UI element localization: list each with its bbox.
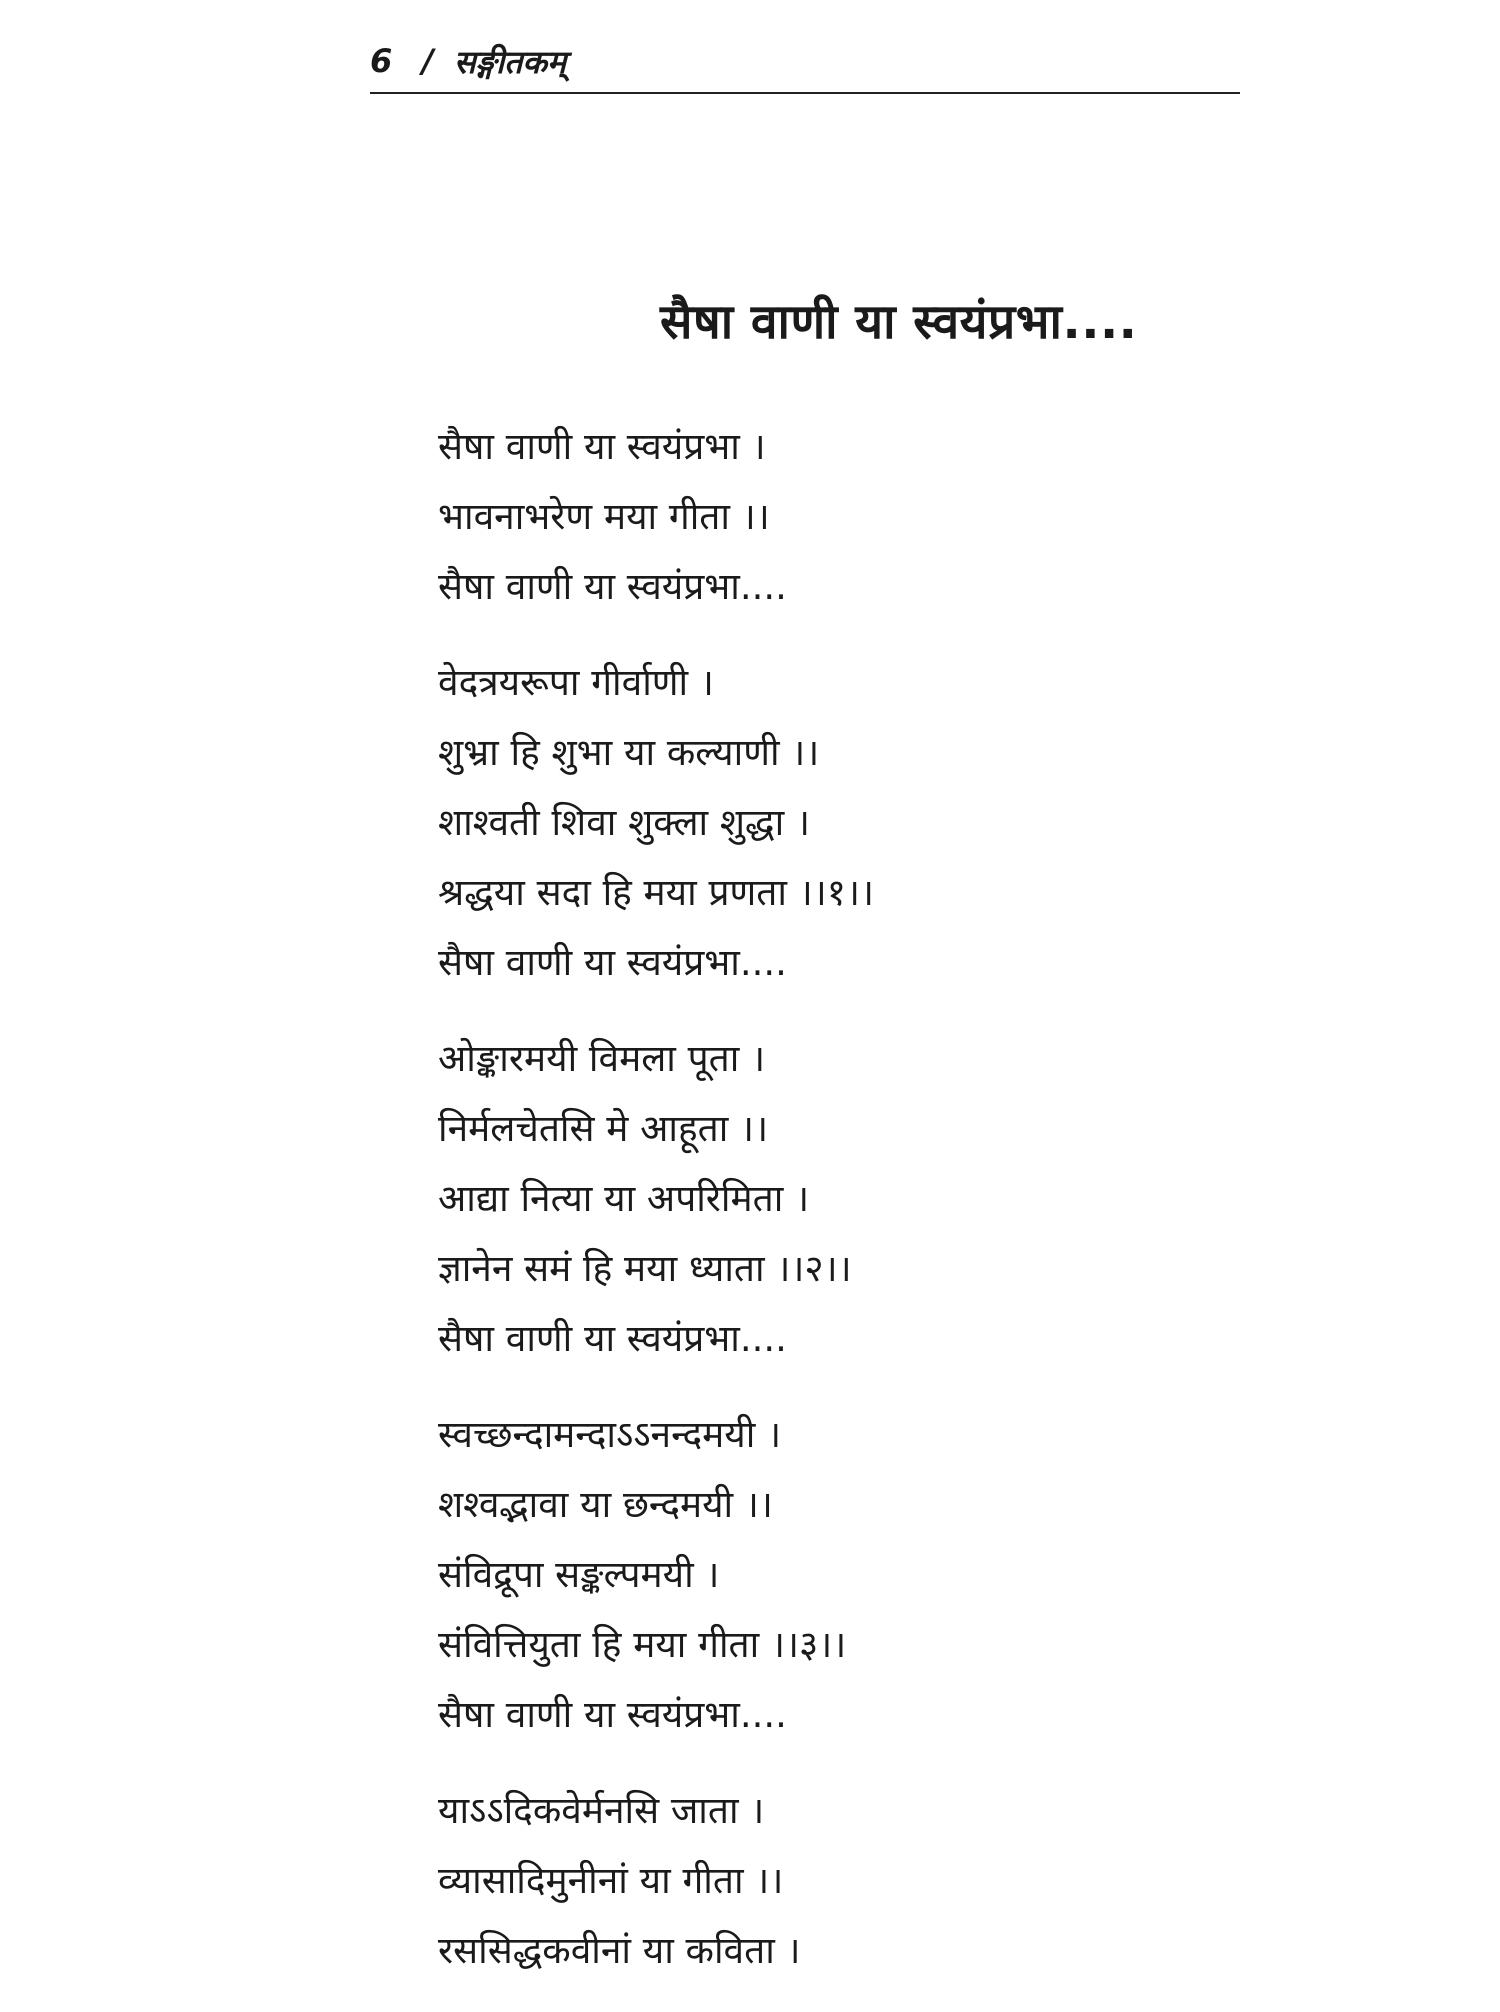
verse-line: सैषा वाणी या स्वयंप्रभा ।: [438, 425, 766, 468]
verse-line: श्रद्धया सदा हि मया प्रणता ।।१।।: [438, 871, 875, 914]
verse-line: शाश्वती शिवा शुक्ला शुद्धा ।: [438, 801, 810, 844]
verse-line: स्वच्छन्दामन्दाऽऽनन्दमयी ।: [438, 1413, 782, 1456]
refrain-line: सैषा वाणी या स्वयंप्रभा....: [438, 565, 787, 608]
verse-line: वेदत्रयरूपा गीर्वाणी ।: [438, 661, 714, 704]
stanza-2: [438, 648, 1338, 998]
stanza-5: [438, 1776, 1338, 1986]
book-title: सङ्गीतकम्: [454, 43, 567, 81]
refrain-line: सैषा वाणी या स्वयंप्रभा....: [438, 1317, 787, 1360]
page-number: 6: [370, 42, 393, 80]
verse-line: संविद्रूपा सङ्कल्पमयी ।: [438, 1553, 720, 1596]
refrain-line: सैषा वाणी या स्वयंप्रभा....: [438, 941, 787, 984]
verse-line: ओङ्कारमयी विमला पूता ।: [438, 1037, 766, 1080]
stanza-1: [438, 412, 1338, 622]
verse-line: निर्मलचेतसि मे आहूता ।।: [438, 1107, 769, 1150]
verse-line: भावनाभरेण मया गीता ।।: [438, 495, 770, 538]
verse-line: शश्वद्भावा या छन्दमयी ।।: [438, 1483, 773, 1526]
running-header: [370, 40, 1240, 94]
poem-title: सैषा वाणी या स्वयंप्रभा....: [660, 294, 1138, 350]
verse-line: याऽऽदिकवेर्मनसि जाता ।: [438, 1789, 765, 1832]
stanza-3: [438, 1024, 1338, 1374]
verse-line: ज्ञानेन समं हि मया ध्याता ।।२।।: [438, 1247, 852, 1290]
verse-line: रससिद्धकवीनां या कविता ।: [438, 1929, 801, 1972]
verse-line: व्यासादिमुनीनां या गीता ।।: [438, 1859, 784, 1902]
poem-body: [438, 412, 1338, 2012]
verse-line: संवित्तियुता हि मया गीता ।।३।।: [438, 1623, 847, 1666]
header-separator: /: [422, 42, 434, 80]
stanza-4: [438, 1400, 1338, 1750]
verse-line: शुभ्रा हि शुभा या कल्याणी ।।: [438, 731, 820, 774]
verse-line: आद्या नित्या या अपरिमिता ।: [438, 1177, 810, 1220]
refrain-line: सैषा वाणी या स्वयंप्रभा....: [438, 1693, 787, 1736]
